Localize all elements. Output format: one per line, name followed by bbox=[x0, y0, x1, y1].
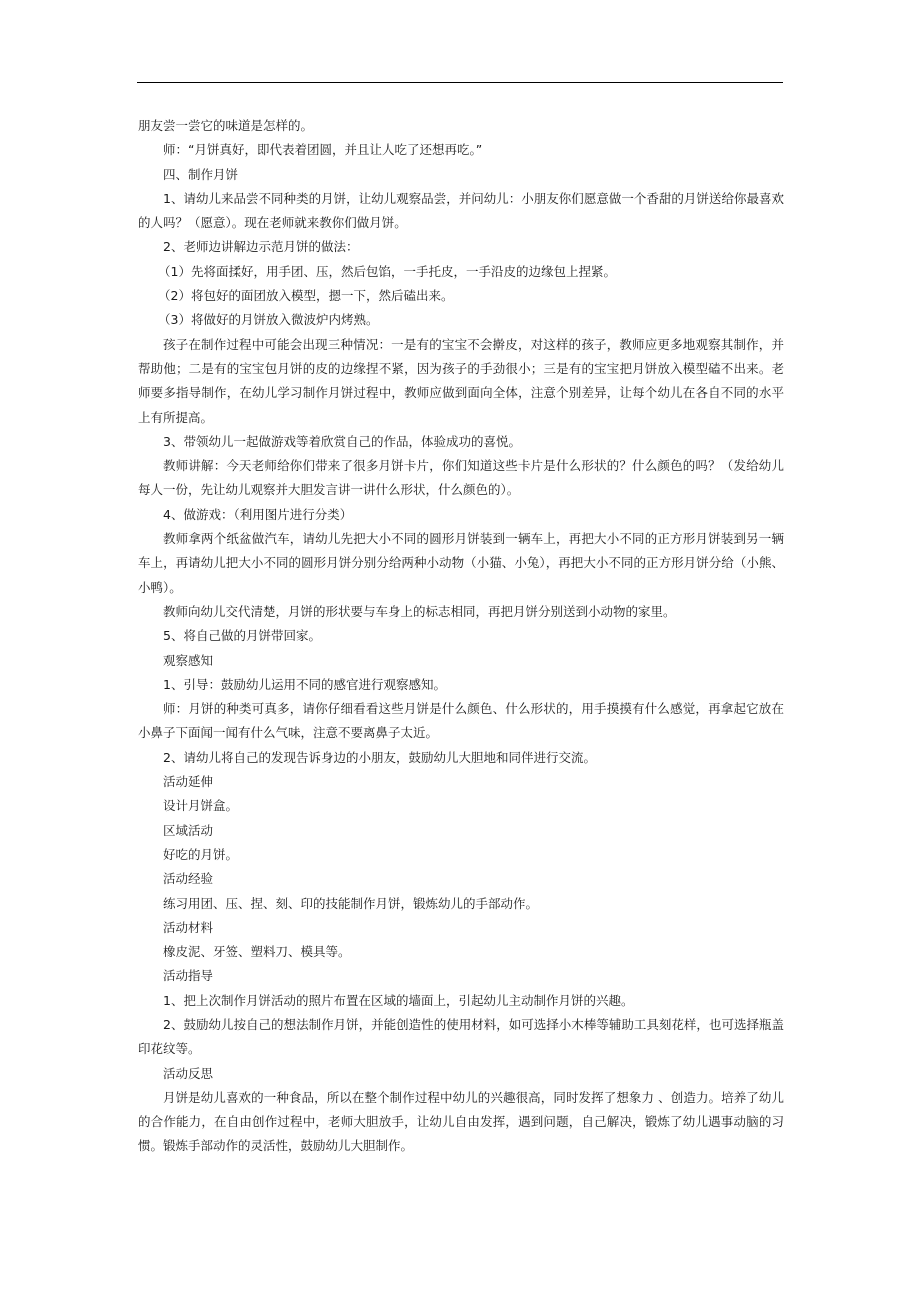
section-heading: 活动指导 bbox=[163, 968, 214, 984]
section-heading: 观察感知 bbox=[163, 652, 214, 668]
paragraph: 朋友尝一尝它的味道是怎样的。 bbox=[138, 118, 314, 133]
header-rule bbox=[137, 82, 783, 83]
paragraph: 月饼是幼儿喜欢的一种食品，所以在整个制作过程中幼儿的兴趣很高，同时发挥了想象力 、创造力。培养了幼儿的合作能力，在自由创作过程中，老师大胆放手，让幼儿自由发挥，遇到问题，自己解决，锻炼了幼儿遇事动脑的习惯。锻炼手部动作的灵活性，鼓励幼儿大胆制作。 bbox=[138, 1089, 784, 1154]
paragraph: 2、鼓励幼儿按自己的想法制作月饼，并能创造性的使用材料，如可选择小木棒等辅助工具刻花样，也可选择瓶盖印花纹等。 bbox=[138, 1016, 784, 1057]
paragraph: 师：月饼的种类可真多，请你仔细看看这些月饼是什么颜色、什么形状的，用手摸摸有什么感觉，再拿起它放在小鼻子下面闻一闻有什么气味，注意不要离鼻子太近。 bbox=[138, 701, 784, 741]
paragraph: 师：“月饼真好，即代表着团圆，并且让人吃了还想再吃。” bbox=[163, 142, 483, 158]
paragraph: 2、老师边讲解边示范月饼的做法： bbox=[163, 239, 359, 255]
paragraph: 教师向幼儿交代清楚，月饼的形状要与车身上的标志相同，再把月饼分别送到小动物的家里。 bbox=[163, 603, 676, 619]
paragraph: 1、请幼儿来品尝不同种类的月饼，让幼儿观察品尝，并问幼儿：小朋友你们愿意做一个香甜的月饼送给你最喜欢的人吗？（愿意）。现在老师就来教你们做月饼。 bbox=[138, 190, 784, 231]
step-item: （2）将包好的面团放入模型，摁一下，然后磕出来。 bbox=[158, 288, 454, 304]
paragraph: 教师讲解：今天老师给你们带来了很多月饼卡片，你们知道这些卡片是什么形状的？什么颜色的吗？（发给幼儿每人一份，先让幼儿观察并大胆发言讲一讲什么形状，什么颜色的）。 bbox=[138, 458, 784, 498]
section-heading: 区域活动 bbox=[163, 822, 214, 838]
paragraph: 1、引导：鼓励幼儿运用不同的感官进行观察感知。 bbox=[163, 676, 446, 692]
section-heading: 四、制作月饼 bbox=[163, 166, 239, 182]
paragraph: 5、将自己做的月饼带回家。 bbox=[163, 628, 321, 644]
paragraph: 练习用团、压、捏、刻、印的技能制作月饼，锻炼幼儿的手部动作。 bbox=[163, 895, 539, 911]
paragraph: 1、把上次制作月饼活动的照片布置在区域的墙面上，引起幼儿主动制作月饼的兴趣。 bbox=[163, 992, 634, 1008]
document-body bbox=[138, 114, 784, 1159]
section-heading: 活动材料 bbox=[163, 919, 214, 935]
paragraph: 2、请幼儿将自己的发现告诉身边的小朋友，鼓励幼儿大胆地和同伴进行交流。 bbox=[163, 749, 596, 765]
section-heading: 活动延伸 bbox=[163, 774, 214, 790]
step-item: （1）先将面揉好，用手团、压，然后包馅，一手托皮，一手沿皮的边缘包上捏紧。 bbox=[158, 263, 616, 279]
paragraph: 设计月饼盒。 bbox=[163, 798, 239, 814]
paragraph: 4、做游戏：（利用图片进行分类） bbox=[163, 506, 353, 522]
section-heading: 活动经验 bbox=[163, 871, 214, 887]
step-item: （3）将做好的月饼放入微波炉内烤熟。 bbox=[158, 312, 379, 328]
paragraph: 3、带领幼儿一起做游戏等着欣赏自己的作品，体验成功的喜悦。 bbox=[163, 433, 521, 449]
paragraph: 教师拿两个纸盆做汽车，请幼儿先把大小不同的圆形月饼装到一辆车上，再把大小不同的正方形月饼装到另一辆车上，再请幼儿把大小不同的圆形月饼分别分给两种小动物（小猫、小兔），再把大小不同的正方形月饼分给（小熊、小鸭）。 bbox=[138, 531, 784, 595]
section-heading: 活动反思 bbox=[163, 1065, 214, 1081]
paragraph: 好吃的月饼。 bbox=[163, 846, 239, 862]
paragraph: 橡皮泥、牙签、塑料刀、模具等。 bbox=[163, 944, 351, 960]
paragraph: 孩子在制作过程中可能会出现三种情况：一是有的宝宝不会擀皮，对这样的孩子，教师应更多地观察其制作，并帮助他；二是有的宝宝包月饼的皮的边缘捏不紧，因为孩子的手劲很小；三是有的宝宝把月饼放入模型磕不出来。老师要多指导制作，在幼儿学习制作月饼过程中，教师应做到面向全体，注意个别差异，让每个幼儿在各自不同的水平上有所提高。 bbox=[138, 336, 784, 425]
